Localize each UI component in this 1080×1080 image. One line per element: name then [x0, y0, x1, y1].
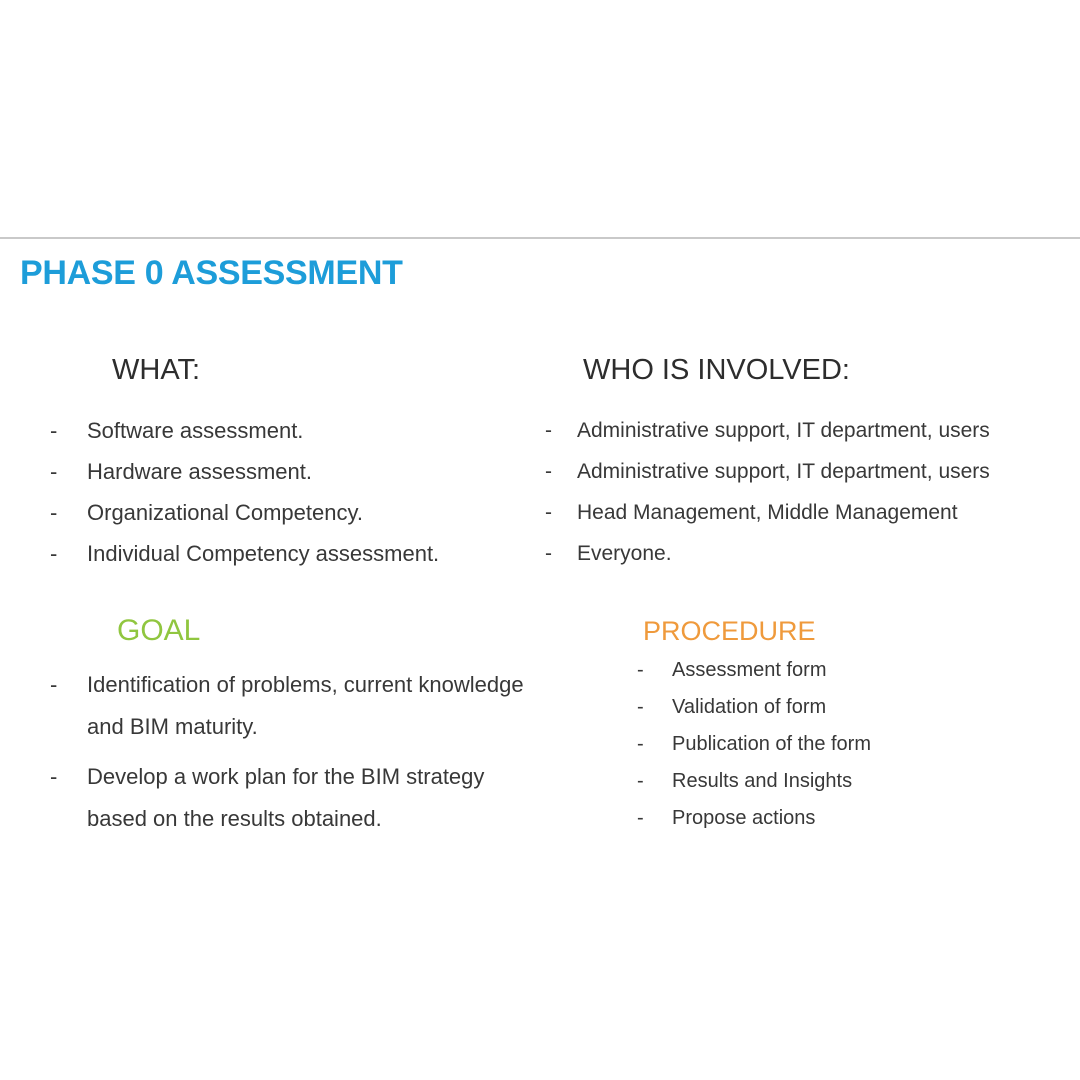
- list-item-text: Assessment form: [672, 659, 827, 681]
- list-item: [545, 492, 990, 533]
- list-item: [637, 726, 871, 763]
- list-item-text: Administrative support, IT department, users: [577, 419, 990, 442]
- list-item: [50, 410, 439, 451]
- bullet-dash: -: [637, 659, 644, 681]
- slide-title: PHASE 0 ASSESSMENT: [20, 254, 403, 292]
- bullet-dash: -: [637, 733, 644, 755]
- what-list: [50, 410, 439, 574]
- procedure-list: [637, 652, 871, 837]
- list-item-text: Everyone.: [577, 542, 672, 565]
- bullet-dash: -: [50, 500, 58, 525]
- bullet-dash: -: [50, 459, 58, 484]
- list-item: [637, 652, 871, 689]
- list-item: [637, 763, 871, 800]
- who-heading: WHO IS INVOLVED:: [583, 354, 850, 386]
- bullet-dash: -: [637, 696, 644, 718]
- list-item-text: Validation of form: [672, 696, 827, 718]
- list-item-text: Software assessment.: [87, 418, 304, 443]
- bullet-dash: -: [50, 418, 58, 443]
- list-item: [545, 410, 990, 451]
- list-item: [50, 664, 524, 748]
- bullet-dash: -: [545, 419, 552, 442]
- list-item-line: based on the results obtained.: [87, 806, 382, 831]
- list-item-line: and BIM maturity.: [87, 714, 258, 739]
- list-item-line: Identification of problems, current knowledge: [87, 672, 524, 697]
- list-item: [545, 533, 990, 574]
- list-item-text: [87, 664, 524, 748]
- top-divider: [0, 237, 1080, 239]
- what-heading: WHAT:: [112, 354, 201, 386]
- list-item-text: Results and Insights: [672, 770, 853, 792]
- list-item: [50, 451, 439, 492]
- list-item-text: Administrative support, IT department, users: [577, 460, 990, 483]
- bullet-dash: -: [545, 460, 552, 483]
- list-item: [637, 689, 871, 726]
- bullet-dash: -: [637, 807, 644, 829]
- list-item: [50, 756, 524, 840]
- bullet-dash: -: [50, 541, 58, 566]
- list-item: [50, 492, 439, 533]
- list-item-text: Organizational Competency.: [87, 500, 363, 525]
- list-item-text: Hardware assessment.: [87, 459, 312, 484]
- list-item-text: Publication of the form: [672, 733, 871, 755]
- list-item: [50, 533, 439, 574]
- goal-list: [50, 664, 524, 848]
- list-item: [545, 451, 990, 492]
- bullet-dash: -: [545, 501, 552, 524]
- list-item-text: Head Management, Middle Management: [577, 501, 958, 524]
- who-list: [545, 410, 990, 574]
- bullet-dash: -: [545, 542, 552, 565]
- procedure-heading: PROCEDURE: [643, 616, 816, 646]
- list-item-text: [87, 756, 484, 840]
- bullet-dash: -: [50, 672, 58, 697]
- goal-heading: GOAL: [117, 614, 201, 647]
- bullet-dash: -: [637, 770, 644, 792]
- list-item-text: Individual Competency assessment.: [87, 541, 440, 566]
- list-item-line: Develop a work plan for the BIM strategy: [87, 764, 485, 789]
- list-item: [637, 800, 871, 837]
- list-item-text: Propose actions: [672, 807, 816, 829]
- bullet-dash: -: [50, 764, 58, 789]
